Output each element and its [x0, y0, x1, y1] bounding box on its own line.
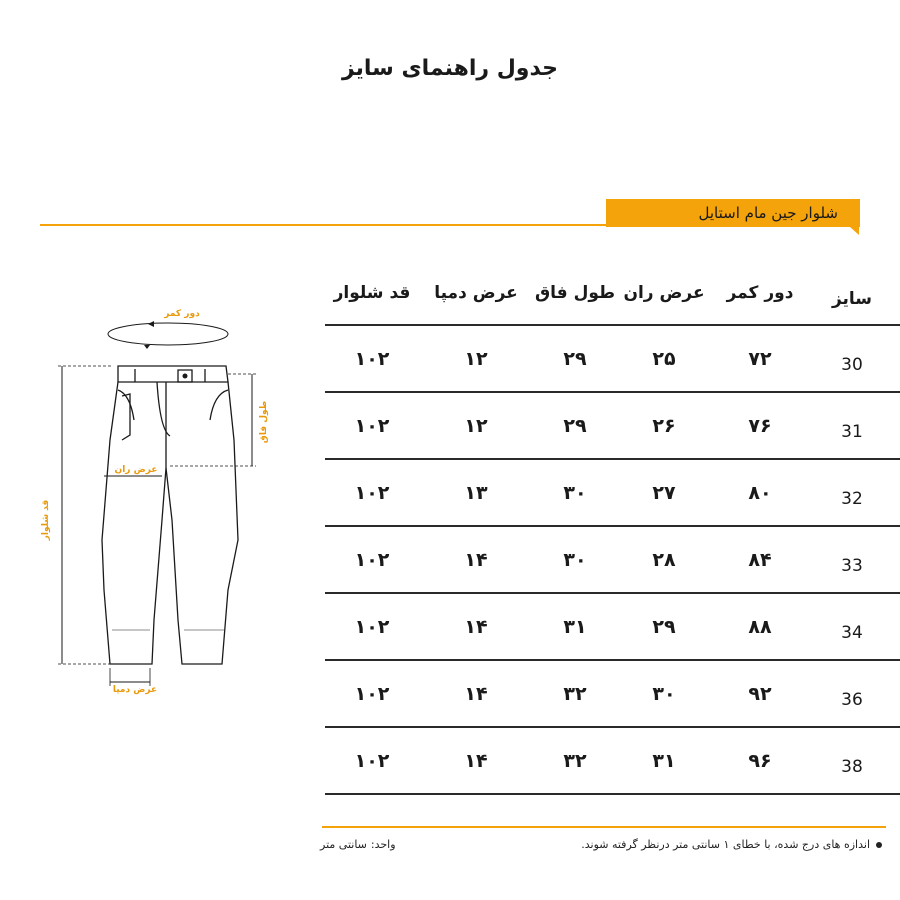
cell-waist: ۸۰	[748, 481, 772, 504]
size-table	[325, 262, 900, 795]
jeans-diagram-svg	[30, 290, 300, 710]
cell-length: ۱۰۲	[354, 481, 390, 504]
cell-waist: ۸۸	[748, 615, 772, 638]
cell-rise: ۳۰	[563, 548, 587, 571]
cell-length: ۱۰۲	[354, 749, 390, 772]
jeans-measurement-diagram	[30, 290, 300, 710]
unit-note	[318, 838, 398, 851]
unit-value: سانتی متر	[320, 838, 367, 851]
cell-size: 33	[841, 555, 863, 576]
bullet-icon	[876, 842, 882, 848]
table-row	[325, 326, 900, 393]
cell-hem: ۱۴	[464, 682, 488, 705]
length-label: قد شلوار	[41, 499, 51, 541]
cell-size: 38	[841, 756, 863, 777]
table-header-row	[325, 262, 900, 326]
table-row	[325, 460, 900, 527]
unit-label: واحد:	[370, 838, 396, 851]
cell-length: ۱۰۲	[354, 682, 390, 705]
header-hem: عرض دمپا	[434, 283, 518, 303]
page-title: جدول راهنمای سایز	[341, 56, 559, 81]
cell-waist: ۹۶	[748, 749, 772, 772]
jeans-outline	[102, 366, 238, 664]
cell-waist: ۷۶	[748, 414, 772, 437]
cell-waist: ۷۲	[748, 347, 772, 370]
header-thigh: عرض ران	[623, 283, 705, 303]
cell-hem: ۱۴	[464, 615, 488, 638]
cell-hem: ۱۲	[464, 414, 488, 437]
cell-rise: ۲۹	[563, 414, 587, 437]
header-waist: دور کمر	[726, 283, 794, 303]
cell-thigh: ۲۹	[652, 615, 676, 638]
cell-length: ۱۰۲	[354, 414, 390, 437]
cell-hem: ۱۳	[464, 481, 488, 504]
section-divider	[40, 224, 610, 226]
cell-length: ۱۰۲	[354, 548, 390, 571]
cell-hem: ۱۴	[464, 548, 488, 571]
tag-tail-decoration	[850, 227, 859, 235]
waist-arrow-icon	[144, 345, 150, 349]
cell-waist: ۹۲	[748, 682, 772, 705]
cell-thigh: ۳۱	[652, 749, 676, 772]
cell-rise: ۳۰	[563, 481, 587, 504]
waist-measure-ellipse	[108, 323, 228, 345]
cell-waist: ۸۴	[748, 548, 772, 571]
cell-length: ۱۰۲	[354, 615, 390, 638]
header-size: سایز	[831, 289, 873, 309]
tolerance-note-text: اندازه های درج شده، با خطای ۱ سانتی متر درنظر گرفته شوند.	[581, 838, 870, 851]
header-length: قد شلوار	[333, 283, 411, 303]
footer-divider	[322, 826, 886, 828]
cell-rise: ۳۲	[563, 682, 587, 705]
cell-hem: ۱۴	[464, 749, 488, 772]
cell-thigh: ۲۷	[652, 481, 676, 504]
table-row	[325, 661, 900, 728]
table-row	[325, 393, 900, 460]
jeans-button	[183, 374, 188, 379]
tolerance-note	[581, 838, 882, 851]
cell-size: 36	[841, 689, 863, 710]
waist-arrow-icon	[148, 321, 154, 327]
cell-thigh: ۲۶	[652, 414, 676, 437]
cell-rise: ۳۲	[563, 749, 587, 772]
cell-thigh: ۲۵	[652, 347, 676, 370]
cell-size: 31	[841, 421, 863, 442]
cell-size: 32	[841, 488, 863, 509]
header-rise: طول فاق	[534, 283, 616, 303]
hem-label: عرض دمپا	[112, 685, 158, 695]
table-row	[325, 728, 900, 795]
cell-length: ۱۰۲	[354, 347, 390, 370]
cell-rise: ۲۹	[563, 347, 587, 370]
thigh-label: عرض ران	[114, 465, 158, 475]
waist-label: دور کمر	[164, 309, 200, 319]
cell-size: 30	[841, 354, 863, 375]
table-row	[325, 527, 900, 594]
cell-thigh: ۳۰	[652, 682, 676, 705]
product-name-tag: شلوار جین مام استایل	[606, 199, 860, 227]
cell-rise: ۳۱	[563, 615, 587, 638]
rise-label: طول فاق	[259, 400, 269, 444]
cell-size: 34	[841, 622, 863, 643]
cell-thigh: ۲۸	[652, 548, 676, 571]
cell-hem: ۱۲	[464, 347, 488, 370]
table-row	[325, 594, 900, 661]
